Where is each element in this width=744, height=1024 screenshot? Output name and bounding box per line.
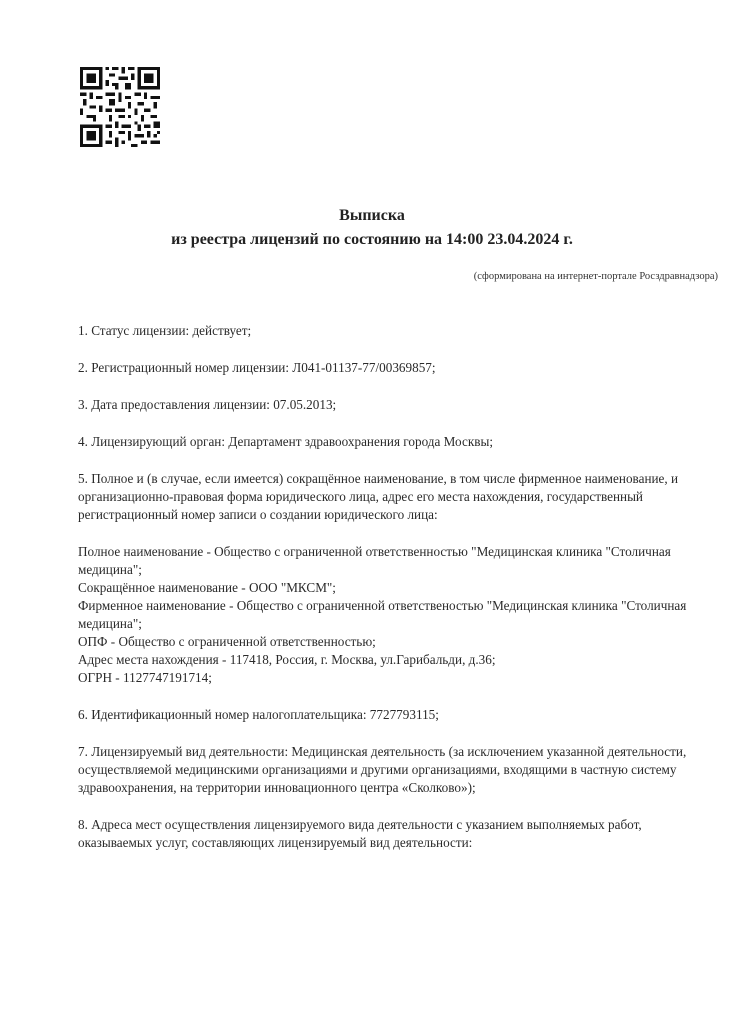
qr-code-icon [80,67,160,147]
document-title: Выписка [339,207,405,224]
portal-note: (сформирована на интернет-портале Росздравнадзора) [473,271,718,282]
legal-address: Адрес места нахождения - 117418, Россия, г. Москва, ул.Гарибальди, д.36; [78,652,496,667]
licensing-authority: 4. Лицензирующий орган: Департамент здравоохранения города Москвы; [78,434,493,449]
document-body [78,322,718,852]
license-date: 3. Дата предоставления лицензии: 07.05.2013; [78,397,337,412]
license-status: 1. Статус лицензии: действует; [78,323,252,338]
full-name: Полное наименование - Общество с ограниченной ответственностью "Медицинская клиника "Столичная медицина"; [78,544,671,577]
licensed-activity: 7. Лицензируемый вид деятельности: Медицинская деятельность (за исключением указанной деятельности, осуществляемой медицинскими организациями и другими организациями, входящими в частную систему здравоохранения, на территории инновационного центра «Сколково»); [78,744,687,795]
ogrn: ОГРН - 1127747191714; [78,670,212,685]
opf: ОПФ - Общество с ограниченной ответственностью; [78,634,376,649]
names-intro: 5. Полное и (в случае, если имеется) сокращённое наименование, в том числе фирменное наименование, и организационно-правовая форма юридического лица, адрес его места нахождения, государственный регистрационный номер записи о создании юридического лица: [78,471,679,522]
document-subtitle: из реестра лицензий по состоянию на 14:00 23.04.2024 г. [171,231,573,248]
registration-number: 2. Регистрационный номер лицензии: Л041-01137-77/00369857; [78,360,436,375]
activity-addresses: 8. Адреса мест осуществления лицензируемого вида деятельности с указанием выполняемых работ, оказываемых услуг, составляющих лицензируемый вид деятельности: [78,817,642,850]
short-name: Сокращённое наименование - ООО "МКСМ"; [78,580,336,595]
inn: 6. Идентификационный номер налогоплательщика: 7727793115; [78,707,439,722]
firm-name: Фирменное наименование - Общество с ограниченной ответственостью "Медицинская клиника "Столичная медицина"; [78,598,687,631]
